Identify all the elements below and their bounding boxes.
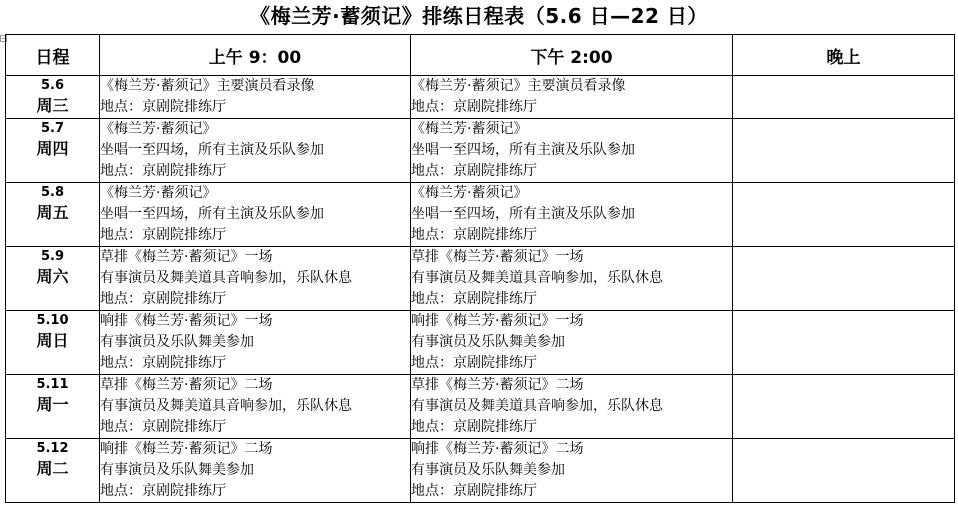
morning-cell	[100, 311, 411, 375]
location-line: 地点：京剧院排练厅	[411, 99, 537, 115]
afternoon-cell	[411, 375, 733, 439]
activity-line: 《梅兰芳·蓄须记》主要演员看录像	[411, 78, 626, 94]
weekday-label: 周二	[36, 459, 69, 478]
date-number: 5.8	[40, 185, 65, 200]
location-line: 地点：京剧院排练厅	[411, 355, 537, 371]
morning-cell	[100, 183, 411, 247]
weekday-label: 周一	[36, 395, 69, 414]
date-cell	[6, 183, 100, 247]
activity-line: 《梅兰芳·蓄须记》	[411, 185, 528, 201]
weekday-label: 周五	[36, 203, 69, 222]
date-cell	[6, 311, 100, 375]
afternoon-cell	[411, 247, 733, 311]
table-header-row	[6, 35, 955, 76]
evening-cell	[733, 311, 955, 375]
afternoon-cell	[411, 311, 733, 375]
activity-line: 响排《梅兰芳·蓄须记》一场	[411, 313, 584, 329]
activity-line: 响排《梅兰芳·蓄须记》一场	[100, 313, 273, 329]
evening-cell	[733, 439, 955, 503]
date-cell	[6, 247, 100, 311]
table-row	[6, 439, 955, 503]
location-line: 地点：京剧院排练厅	[100, 355, 226, 371]
activity-line: 草排《梅兰芳·蓄须记》一场	[100, 249, 273, 265]
location-line: 地点：京剧院排练厅	[100, 483, 226, 499]
detail-line: 坐唱一至四场，所有主演及乐队参加	[100, 206, 324, 222]
date-number: 5.10	[36, 313, 69, 328]
evening-cell	[733, 375, 955, 439]
activity-line: 响排《梅兰芳·蓄须记》二场	[100, 441, 273, 457]
detail-line: 有事演员及乐队舞美参加	[100, 334, 254, 350]
header-evening: 晚上	[733, 35, 955, 76]
weekday-label: 周三	[36, 96, 69, 115]
date-cell	[6, 439, 100, 503]
header-afternoon: 下午 2:00	[411, 35, 733, 76]
date-number: 5.11	[36, 377, 69, 392]
activity-line: 草排《梅兰芳·蓄须记》一场	[411, 249, 584, 265]
table-row	[6, 76, 955, 119]
detail-line: 有事演员及舞美道具音响参加，乐队休息	[100, 398, 352, 414]
page-title: 《梅兰芳·蓄须记》排练日程表（5.6 日—22 日）	[250, 4, 708, 28]
date-number: 5.7	[40, 121, 65, 136]
schedule-table	[5, 34, 955, 503]
activity-line: 《梅兰芳·蓄须记》	[100, 185, 217, 201]
table-row	[6, 311, 955, 375]
afternoon-cell	[411, 76, 733, 119]
detail-line: 坐唱一至四场，所有主演及乐队参加	[411, 142, 635, 158]
location-line: 地点：京剧院排练厅	[100, 419, 226, 435]
table-row	[6, 247, 955, 311]
afternoon-cell	[411, 183, 733, 247]
afternoon-cell	[411, 119, 733, 183]
table-row	[6, 375, 955, 439]
morning-cell	[100, 119, 411, 183]
date-cell	[6, 119, 100, 183]
date-number: 5.12	[36, 441, 69, 456]
detail-line: 有事演员及乐队舞美参加	[411, 334, 565, 350]
evening-cell	[733, 183, 955, 247]
activity-line: 《梅兰芳·蓄须记》主要演员看录像	[100, 78, 315, 94]
date-number: 5.9	[40, 249, 65, 264]
header-date: 日程	[6, 35, 100, 76]
location-line: 地点：京剧院排练厅	[100, 227, 226, 243]
activity-line: 《梅兰芳·蓄须记》	[411, 121, 528, 137]
date-cell	[6, 375, 100, 439]
activity-line: 响排《梅兰芳·蓄须记》二场	[411, 441, 584, 457]
location-line: 地点：京剧院排练厅	[100, 163, 226, 179]
activity-line: 草排《梅兰芳·蓄须记》二场	[411, 377, 584, 393]
weekday-label: 周四	[36, 139, 69, 158]
activity-line: 《梅兰芳·蓄须记》	[100, 121, 217, 137]
activity-line: 草排《梅兰芳·蓄须记》二场	[100, 377, 273, 393]
evening-cell	[733, 247, 955, 311]
morning-cell	[100, 76, 411, 119]
location-line: 地点：京剧院排练厅	[411, 419, 537, 435]
location-line: 地点：京剧院排练厅	[100, 291, 226, 307]
detail-line: 有事演员及舞美道具音响参加，乐队休息	[411, 270, 663, 286]
evening-cell	[733, 76, 955, 119]
header-morning: 上午 9：00	[100, 35, 411, 76]
detail-line: 坐唱一至四场，所有主演及乐队参加	[411, 206, 635, 222]
location-line: 地点：京剧院排练厅	[411, 291, 537, 307]
detail-line: 有事演员及舞美道具音响参加，乐队休息	[411, 398, 663, 414]
table-row	[6, 183, 955, 247]
location-line: 地点：京剧院排练厅	[411, 483, 537, 499]
weekday-label: 周日	[36, 331, 69, 350]
detail-line: 有事演员及乐队舞美参加	[411, 462, 565, 478]
table-row	[6, 119, 955, 183]
afternoon-cell	[411, 439, 733, 503]
date-number: 5.6	[40, 78, 65, 93]
morning-cell	[100, 247, 411, 311]
detail-line: 有事演员及乐队舞美参加	[100, 462, 254, 478]
location-line: 地点：京剧院排练厅	[100, 99, 226, 115]
morning-cell	[100, 375, 411, 439]
location-line: 地点：京剧院排练厅	[411, 163, 537, 179]
detail-line: 坐唱一至四场，所有主演及乐队参加	[100, 142, 324, 158]
location-line: 地点：京剧院排练厅	[411, 227, 537, 243]
evening-cell	[733, 119, 955, 183]
date-cell	[6, 76, 100, 119]
detail-line: 有事演员及舞美道具音响参加，乐队休息	[100, 270, 352, 286]
morning-cell	[100, 439, 411, 503]
weekday-label: 周六	[36, 267, 69, 286]
